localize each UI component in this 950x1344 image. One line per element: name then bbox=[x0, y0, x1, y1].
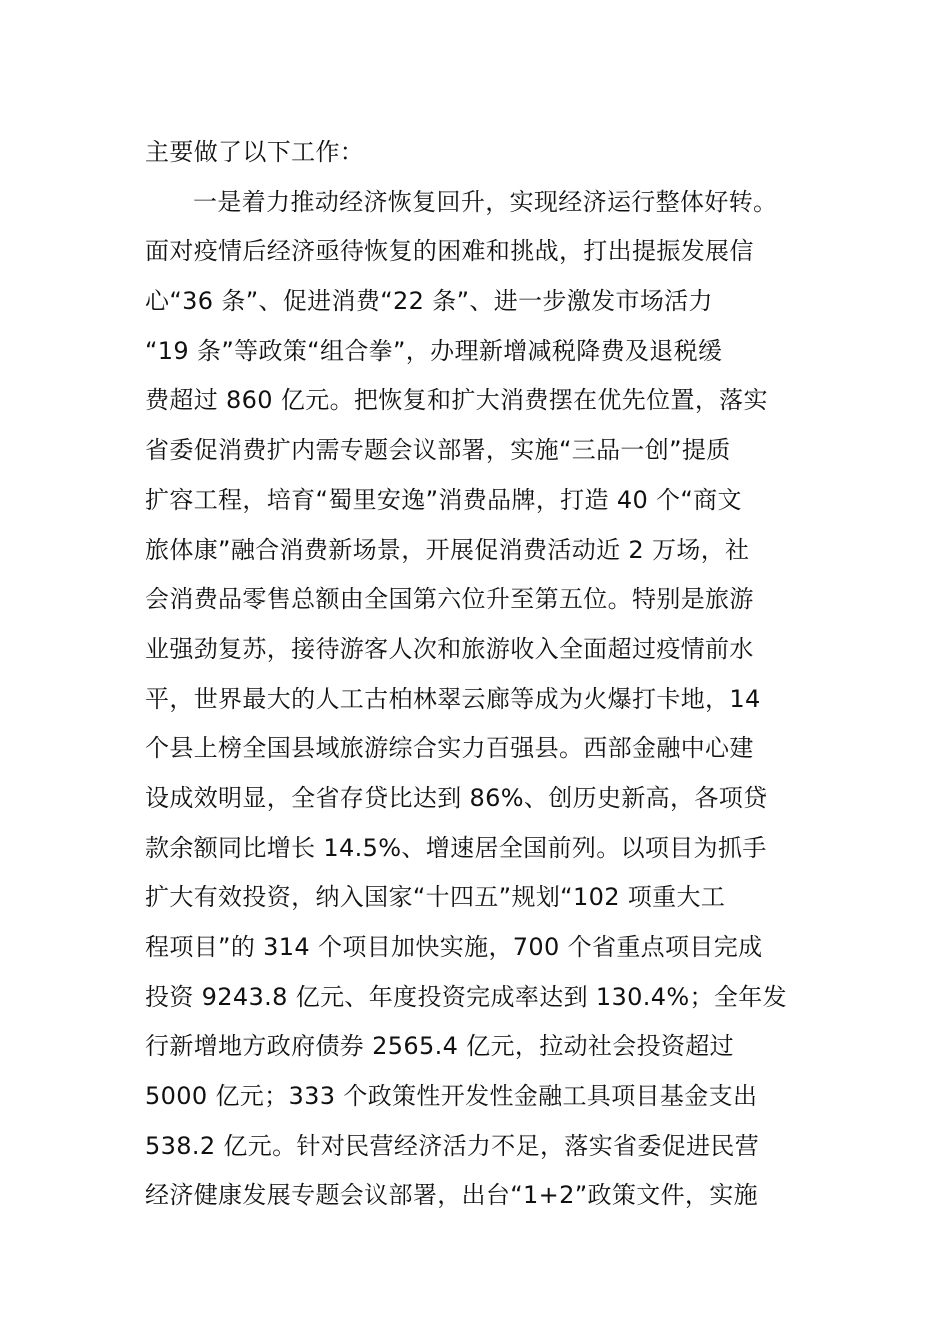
text-line: 设成效明显，全省存贷比达到 86%、创历史新高，各项贷 bbox=[145, 783, 768, 812]
text-line: 平，世界最大的人工古柏林翠云廊等成为火爆打卡地，14 bbox=[145, 684, 761, 713]
text-line: 费超过 860 亿元。把恢复和扩大消费摆在优先位置，落实 bbox=[145, 386, 768, 415]
text-line: 主要做了以下工作： bbox=[145, 138, 365, 166]
text-line: 面对疫情后经济亟待恢复的困难和挑战，打出提振发展信 bbox=[145, 237, 754, 266]
text-line: 扩大有效投资，纳入国家“十四五”规划“102 项重大工 bbox=[145, 883, 726, 912]
text-line: 5000 亿元；333 个政策性开发性金融工具项目基金支出 bbox=[145, 1082, 758, 1111]
text-line: 业强劲复苏，接待游客人次和旅游收入全面超过疫情前水 bbox=[145, 634, 754, 663]
text-line: 旅体康”融合消费新场景，开展促消费活动近 2 万场，社 bbox=[145, 535, 750, 564]
text-line: 个县上榜全国县域旅游综合实力百强县。西部金融中心建 bbox=[145, 734, 754, 763]
text-line: 538.2 亿元。针对民营经济活力不足，落实省委促进民营 bbox=[145, 1131, 760, 1160]
text-line: 投资 9243.8 亿元、年度投资完成率达到 130.4%；全年发 bbox=[145, 982, 787, 1011]
text-line: 一是着力推动经济恢复回升，实现经济运行整体好转。 bbox=[193, 187, 778, 216]
text-line: 经济健康发展专题会议部署，出台“1+2”政策文件，实施 bbox=[145, 1181, 758, 1210]
text-line: “19 条”等政策“组合拳”，办理新增减税降费及退税缓 bbox=[145, 336, 723, 365]
text-line: 程项目”的 314 个项目加快实施，700 个省重点项目完成 bbox=[145, 933, 763, 961]
text-line: 扩容工程，培育“蜀里安逸”消费品牌，打造 40 个“商文 bbox=[145, 485, 742, 514]
body-text bbox=[145, 128, 825, 1221]
text-line: 会消费品零售总额由全国第六位升至第五位。特别是旅游 bbox=[145, 585, 754, 614]
text-line: 款余额同比增长 14.5%、增速居全国前列。以项目为抓手 bbox=[145, 833, 767, 862]
text-line: 省委促消费扩内需专题会议部署，实施“三品一创”提质 bbox=[145, 436, 731, 465]
text-line: 心“36 条”、促进消费“22 条”、进一步激发市场活力 bbox=[145, 287, 713, 316]
text-line: 行新增地方政府债券 2565.4 亿元，拉动社会投资超过 bbox=[145, 1032, 735, 1061]
